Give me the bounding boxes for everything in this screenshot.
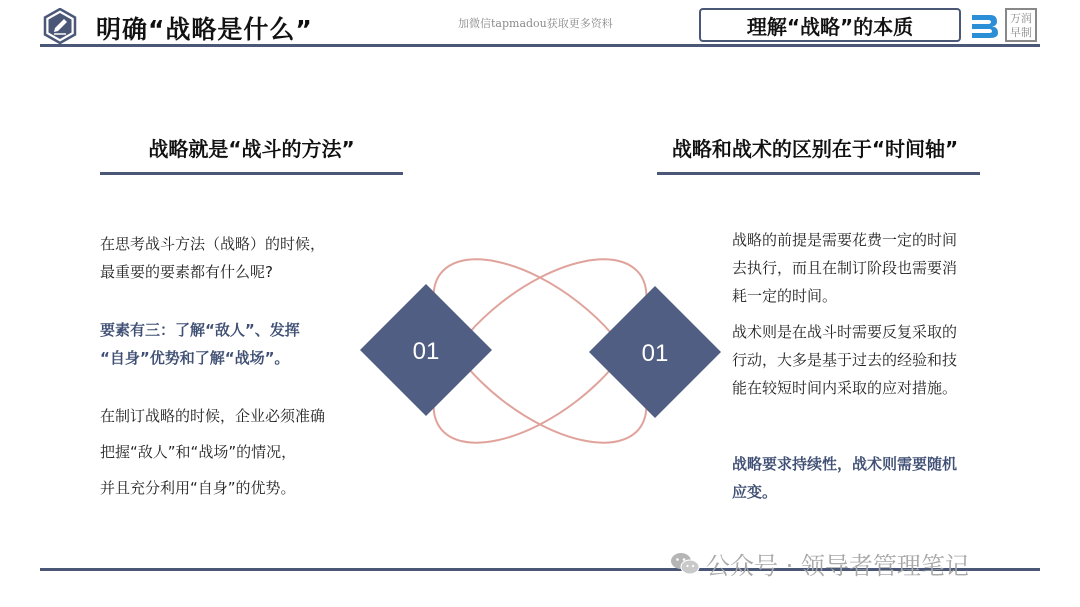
left-heading: 战略就是“战斗的方法”	[148, 137, 355, 161]
wechat-icon	[670, 551, 700, 577]
header	[0, 0, 1080, 48]
page-title: 明确“战略是什么”	[96, 15, 313, 44]
right-heading-underline	[657, 172, 980, 175]
left-paragraph-2: 要素有三：了解“敌人”、发挥 “自身”优势和了解“战场”。	[100, 321, 300, 367]
brand-seal: 万润 早制	[1005, 8, 1037, 42]
right-diamond-label: 01	[641, 340, 669, 367]
wechat-watermark: 公众号 · 领导者管理笔记	[670, 546, 969, 581]
left-diamond	[360, 284, 492, 416]
right-heading: 战略和战术的区别在于“时间轴”	[671, 137, 959, 161]
right-paragraph-1: 战略的前提是需要花费一定的时间 去执行，而且在制订阶段也需要消 耗一定的时间。	[732, 231, 958, 305]
topic-label: 理解“战略”的本质	[699, 8, 961, 42]
strategy-diagram	[350, 225, 730, 485]
right-diamond	[589, 286, 721, 418]
left-diamond-label: 01	[412, 338, 440, 365]
right-paragraph-2: 战术则是在战斗时需要反复采取的 行动，大多是基于过去的经验和技 能在较短时间内采取的应对措施。	[732, 323, 958, 397]
left-paragraph-1: 在思考战斗方法（战略）的时候， 最重要的要素都有什么呢?	[100, 235, 326, 281]
brand-logo-icon	[970, 12, 1000, 42]
header-divider	[40, 44, 1040, 47]
left-heading-underline	[100, 172, 403, 175]
right-paragraph-3: 战略要求持续性，战术则需要随机 应变。	[732, 455, 958, 501]
pencil-hexagon-icon	[42, 8, 78, 44]
top-watermark: 加微信tapmadou获取更多资料	[458, 17, 613, 30]
left-paragraph-3: 在制订战略的时候，企业必须准确 把握“敌人”和“战场”的情况， 并且充分利用“自身”的优势。	[100, 407, 326, 497]
